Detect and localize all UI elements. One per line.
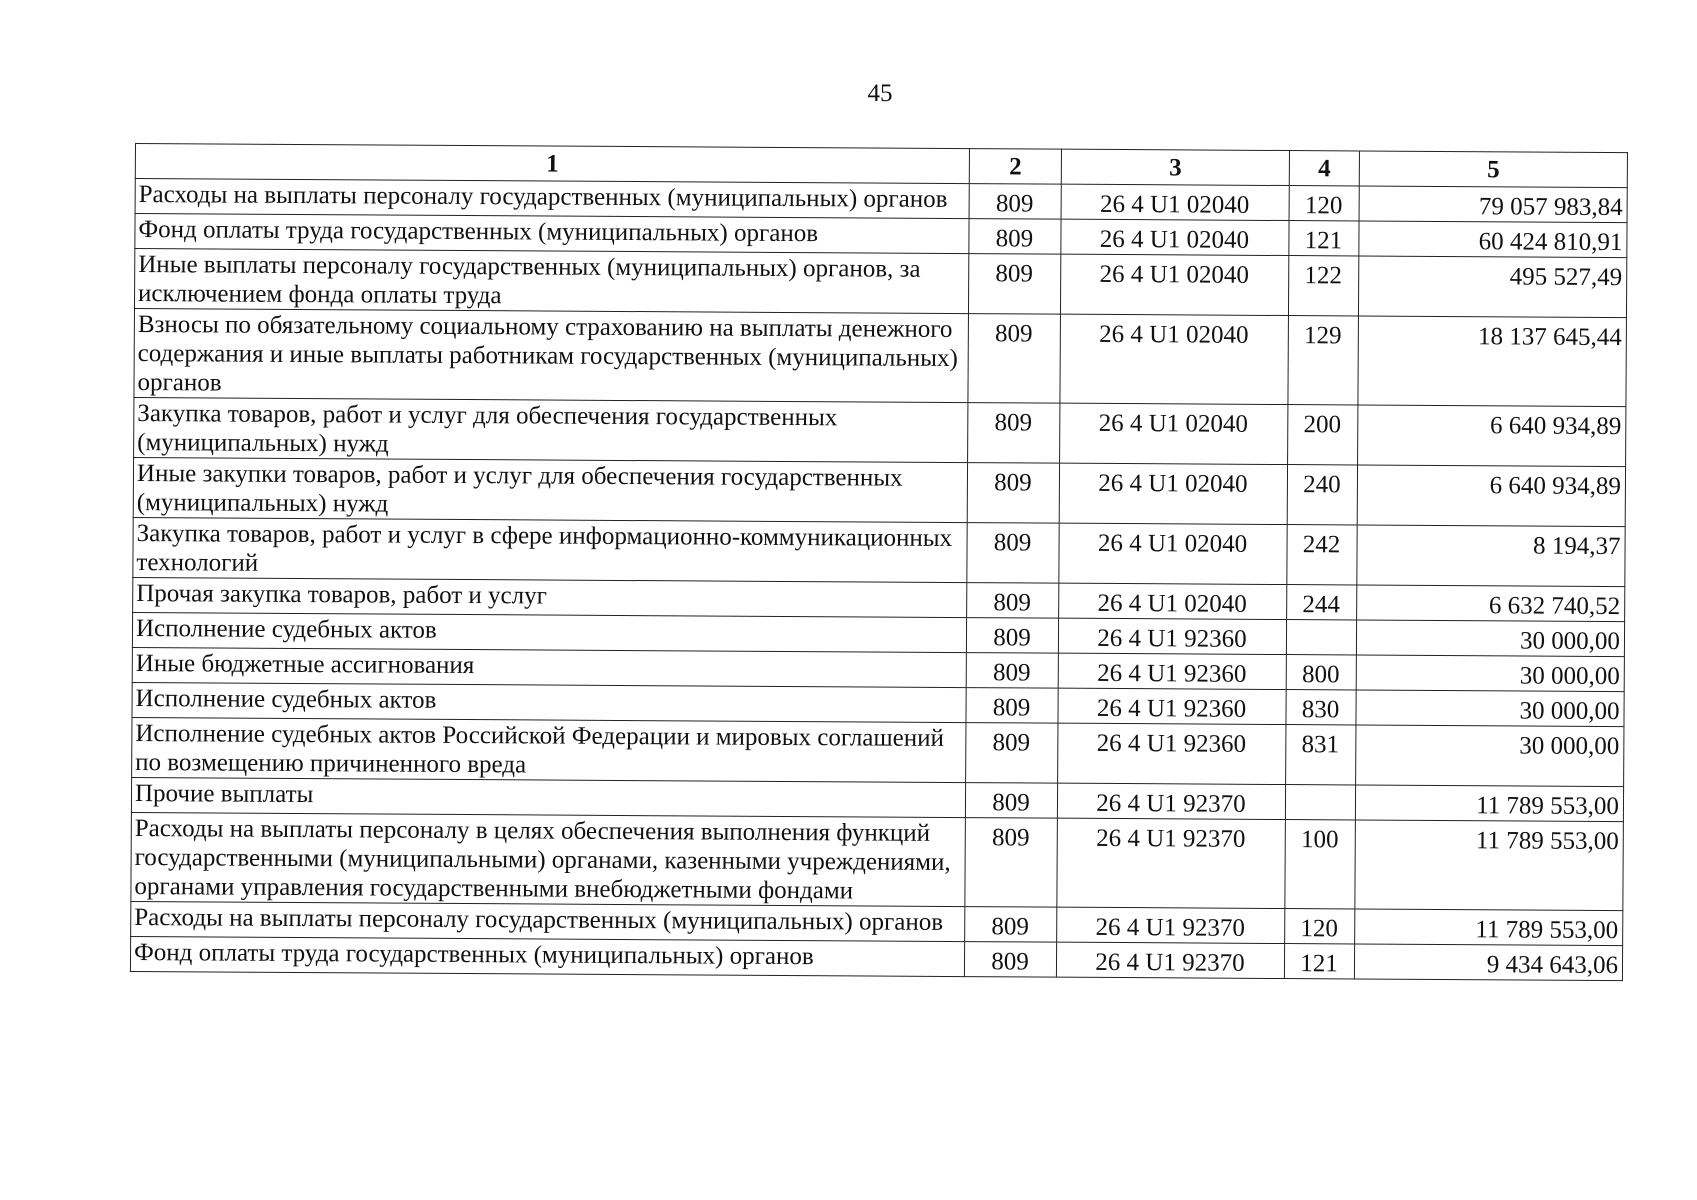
- row-col-4: 830: [1286, 690, 1356, 725]
- table-row: [134, 249, 1626, 318]
- table-body: [130, 179, 1627, 981]
- row-col-3: 26 4 U1 92370: [1056, 942, 1284, 978]
- row-amount: 6 632 740,52: [1357, 585, 1625, 622]
- table-row: [133, 457, 1625, 526]
- row-description: Расходы на выплаты персоналу государственных (муниципальных) органов: [135, 179, 969, 219]
- row-col-3: 26 4 U1 92360: [1058, 723, 1286, 784]
- row-amount: 30 000,00: [1356, 620, 1624, 657]
- row-col-3: 26 4 U1 02040: [1061, 184, 1289, 220]
- row-col-2: 809: [965, 783, 1057, 819]
- row-col-4: 120: [1289, 186, 1359, 221]
- row-col-2: 809: [966, 723, 1058, 784]
- budget-table-wrapper: [130, 143, 1627, 981]
- row-col-4: [1285, 785, 1355, 820]
- row-col-2: 809: [968, 403, 1060, 464]
- row-description: Закупка товаров, работ и услуг в сфере информационно-коммуникационных технологий: [133, 517, 967, 582]
- row-col-3: 26 4 U1 02040: [1060, 403, 1288, 464]
- row-col-2: 809: [966, 653, 1058, 689]
- row-col-4: 121: [1284, 944, 1354, 979]
- row-amount: 79 057 983,84: [1359, 186, 1627, 223]
- row-col-4: 242: [1287, 525, 1357, 585]
- header-col-4: 4: [1289, 151, 1359, 186]
- row-col-3: 26 4 U1 02040: [1061, 219, 1289, 255]
- row-col-4: 240: [1287, 465, 1357, 525]
- row-col-2: 809: [965, 907, 1057, 943]
- table-row: [132, 717, 1624, 786]
- row-col-2: 809: [967, 463, 1059, 524]
- row-col-2: 809: [967, 523, 1059, 584]
- row-description: Иные бюджетные ассигнования: [132, 647, 966, 687]
- row-amount: 11 789 553,00: [1355, 909, 1623, 946]
- row-col-4: 800: [1286, 655, 1356, 690]
- row-col-3: 26 4 U1 02040: [1059, 463, 1287, 524]
- row-description: Фонд оплаты труда государственных (муниципальных) органов: [130, 936, 964, 976]
- row-col-2: 809: [966, 618, 1058, 654]
- header-col-5: 5: [1359, 151, 1627, 188]
- row-col-3: 26 4 U1 92360: [1058, 653, 1286, 689]
- row-amount: 6 640 934,89: [1357, 465, 1625, 527]
- row-col-2: 809: [969, 219, 1061, 255]
- row-amount: 11 789 553,00: [1355, 785, 1623, 822]
- row-col-4: 244: [1287, 585, 1357, 620]
- row-description: Прочие выплаты: [131, 777, 965, 817]
- row-col-2: 809: [968, 314, 1061, 404]
- row-description: Исполнение судебных актов: [132, 682, 966, 722]
- row-amount: 30 000,00: [1356, 725, 1624, 787]
- row-col-3: 26 4 U1 02040: [1059, 583, 1287, 619]
- row-amount: 30 000,00: [1356, 655, 1624, 692]
- row-amount: 11 789 553,00: [1355, 820, 1624, 911]
- table-row: [134, 397, 1626, 466]
- row-description: Расходы на выплаты персоналу в целях обеспечения выполнения функций государственными (муниципальными) органами, казенными учреждениями, органами управления государственными внебюджетными фондами: [131, 812, 966, 906]
- row-col-4: 200: [1288, 405, 1358, 465]
- row-col-3: 26 4 U1 92360: [1058, 688, 1286, 724]
- row-description: Взносы по обязательному социальному страхованию на выплаты денежного содержания и иные выплаты работникам государственных (муниципальных) органов: [134, 308, 969, 402]
- row-col-4: [1286, 620, 1356, 655]
- row-col-4: 100: [1285, 820, 1356, 909]
- row-description: Фонд оплаты труда государственных (муниципальных) органов: [135, 214, 969, 254]
- row-col-3: 26 4 U1 02040: [1060, 314, 1289, 404]
- row-description: Закупка товаров, работ и услуг для обеспечения государственных (муниципальных) нужд: [134, 397, 968, 462]
- row-col-3: 26 4 U1 92370: [1057, 907, 1285, 943]
- row-amount: 18 137 645,44: [1358, 316, 1627, 407]
- budget-table: [130, 143, 1628, 981]
- row-col-2: 809: [968, 254, 1060, 315]
- table-row: [133, 517, 1625, 586]
- row-amount: 30 000,00: [1356, 690, 1624, 727]
- row-description: Исполнение судебных актов: [132, 612, 966, 652]
- row-col-4: 831: [1286, 725, 1356, 785]
- row-col-2: 809: [965, 818, 1058, 908]
- row-col-2: 809: [967, 583, 1059, 619]
- row-col-4: 129: [1288, 316, 1359, 405]
- row-description: Прочая закупка товаров, работ и услуг: [133, 577, 967, 617]
- row-description: Иные выплаты персоналу государственных (муниципальных) органов, за исключением фонда оплаты труда: [134, 249, 968, 314]
- page-number: 45: [867, 80, 893, 107]
- row-description: Расходы на выплаты персоналу государственных (муниципальных) органов: [131, 901, 965, 941]
- row-col-4: 121: [1289, 221, 1359, 256]
- row-description: Иные закупки товаров, работ и услуг для обеспечения государственных (муниципальных) нужд: [133, 457, 967, 522]
- row-col-4: 122: [1288, 256, 1358, 316]
- row-col-3: 26 4 U1 92360: [1058, 618, 1286, 654]
- table-row: [131, 812, 1624, 910]
- row-amount: 8 194,37: [1357, 525, 1625, 587]
- row-amount: 9 434 643,06: [1354, 944, 1622, 981]
- header-col-1: 1: [135, 144, 969, 184]
- row-col-2: 809: [964, 942, 1056, 978]
- row-amount: 495 527,49: [1358, 256, 1626, 318]
- header-col-2: 2: [969, 149, 1061, 185]
- row-col-3: 26 4 U1 02040: [1060, 254, 1288, 315]
- row-col-4: 120: [1285, 909, 1355, 944]
- table-row: [134, 308, 1627, 406]
- row-col-2: 809: [966, 688, 1058, 724]
- row-description: Исполнение судебных актов Российской Федерации и мировых соглашений по возмещению причиненного вреда: [132, 717, 966, 782]
- row-col-3: 26 4 U1 92370: [1057, 818, 1286, 908]
- row-col-3: 26 4 U1 92370: [1057, 783, 1285, 819]
- row-amount: 6 640 934,89: [1358, 405, 1626, 467]
- header-col-3: 3: [1061, 149, 1289, 185]
- row-col-3: 26 4 U1 02040: [1059, 523, 1287, 584]
- row-amount: 60 424 810,91: [1359, 221, 1627, 258]
- row-col-2: 809: [969, 184, 1061, 220]
